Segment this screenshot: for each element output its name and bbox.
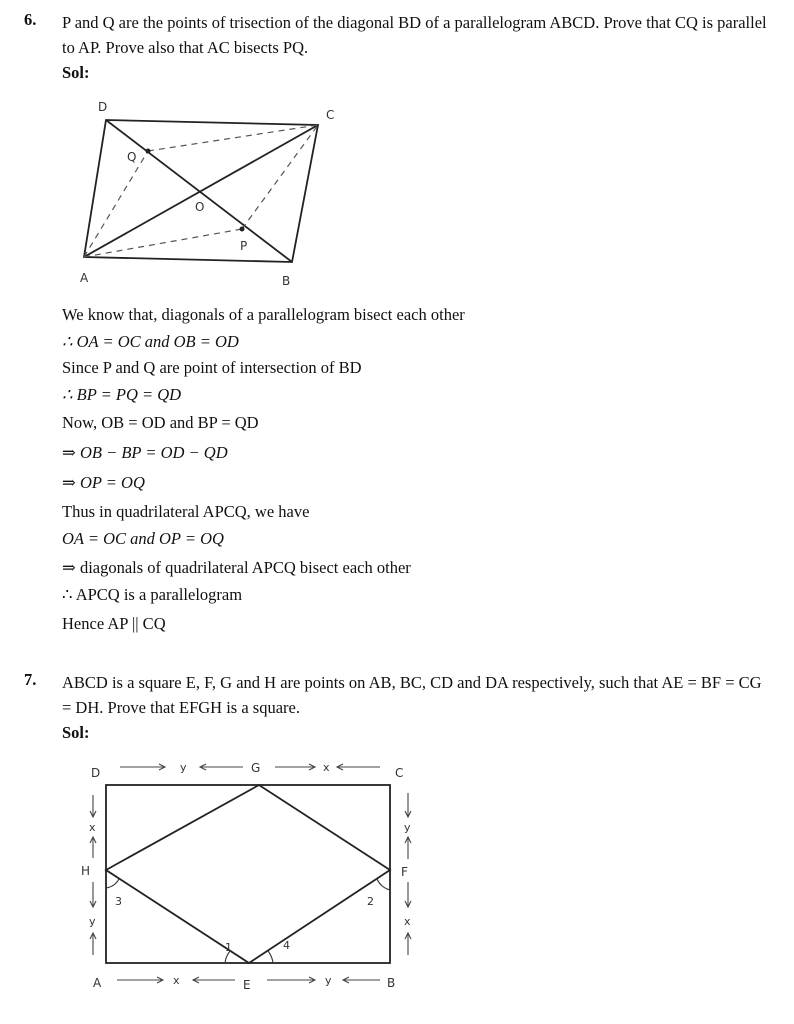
label-e: E — [243, 978, 251, 992]
question-7-statement: ABCD is a square E, F, G and H are points on AB, BC, CD and DA respectively, such that AE = BF = CG = DH. Prove that EFGH is a square. — [62, 673, 762, 717]
top-dim-x: x — [323, 761, 330, 774]
question-6-text — [62, 10, 774, 85]
q6-line-11: ∴ APCQ is a parallelogram — [62, 585, 243, 604]
q6-line-2: ∴ OA = OC and OB = OD — [62, 332, 239, 351]
diagonal-bd — [106, 120, 292, 262]
label-q: Q — [127, 150, 137, 164]
label-f: F — [401, 865, 408, 879]
angle-label-4: 4 — [283, 939, 290, 952]
q6-line-3: Since P and Q are point of intersection of BD — [62, 358, 362, 377]
q6-line-5: Now, OB = OD and BP = QD — [62, 413, 259, 432]
square-figure — [75, 755, 425, 995]
label-d: D — [98, 100, 108, 114]
label-b: B — [282, 274, 291, 288]
bottom-dim-x: x — [173, 974, 180, 987]
point-p — [240, 227, 245, 232]
q6-line-4: ∴ BP = PQ = QD — [62, 385, 182, 404]
label-b: B — [387, 976, 396, 990]
top-dim-y: y — [180, 761, 187, 774]
left-dim-y: y — [89, 915, 96, 928]
diagonal-ac — [84, 125, 318, 257]
segment-pc — [242, 125, 318, 229]
point-q — [146, 149, 151, 154]
q6-line-6: ⇒ OB − BP = OD − QD — [62, 443, 228, 462]
right-dim-y: y — [404, 821, 411, 834]
label-a: A — [80, 271, 89, 285]
left-dim-x: x — [89, 821, 96, 834]
question-7-text — [62, 670, 774, 745]
q6-line-7: ⇒ OP = OQ — [62, 473, 145, 492]
q6-line-8: Thus in quadrilateral APCQ, we have — [62, 502, 310, 521]
label-d: D — [91, 766, 101, 780]
question-6-statement: P and Q are the points of trisection of the diagonal BD of a parallelogram ABCD. Prove that CQ is parallel to AP. Prove also that AC bisects PQ. — [62, 13, 767, 57]
parallelogram-figure — [70, 95, 350, 295]
bottom-dim-y: y — [325, 974, 332, 987]
angle-label-2: 2 — [367, 895, 374, 908]
segment-qc — [148, 125, 318, 151]
inner-quad-efgh — [106, 785, 390, 963]
right-dim-x: x — [404, 915, 411, 928]
angle-label-1: 1 — [225, 941, 232, 954]
question-7-number: 7. — [24, 670, 37, 689]
label-c: C — [326, 108, 335, 122]
q6-line-10: ⇒ diagonals of quadrilateral APCQ bisect each other — [62, 558, 411, 577]
square-abcd — [106, 785, 390, 963]
label-h: H — [81, 864, 91, 878]
question-6-number: 6. — [24, 10, 37, 29]
angle-arc-2 — [377, 879, 390, 890]
q6-line-9: OA = OC and OP = OQ — [62, 529, 224, 548]
q6-line-12: Hence AP || CQ — [62, 614, 166, 633]
q6-line-1: We know that, diagonals of a parallelogram bisect each other — [62, 305, 465, 324]
label-a: A — [93, 976, 102, 990]
segment-aq — [84, 151, 148, 257]
label-g: G — [251, 761, 261, 775]
angle-arc-4 — [268, 951, 273, 963]
angle-arc-3 — [106, 879, 119, 888]
label-c: C — [395, 766, 404, 780]
question-6-sol-label: Sol: — [62, 63, 90, 82]
label-o: O — [195, 200, 205, 214]
label-p: P — [240, 239, 248, 253]
angle-label-3: 3 — [115, 895, 122, 908]
question-7-sol-label: Sol: — [62, 723, 90, 742]
